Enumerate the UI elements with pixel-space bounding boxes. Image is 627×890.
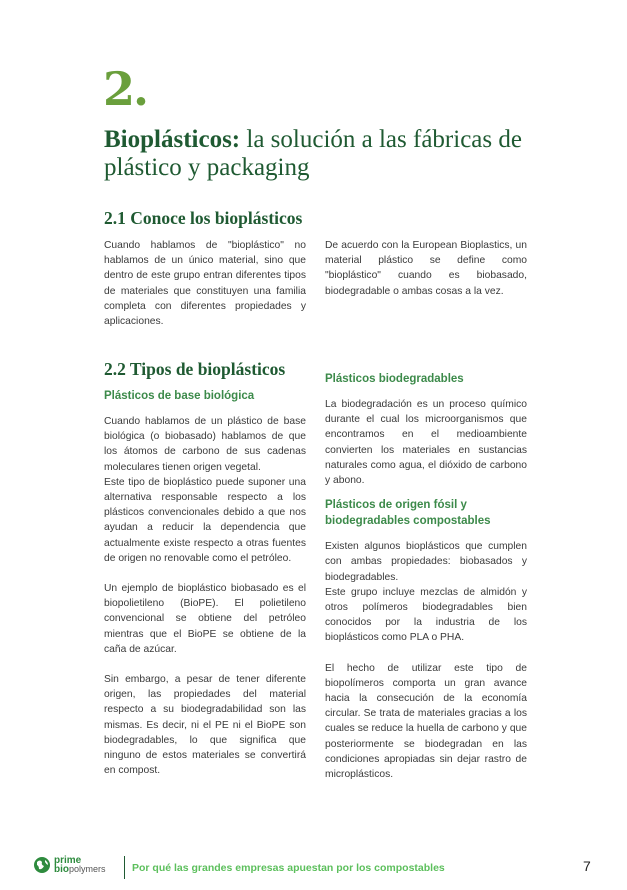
- footer-title: Por qué las grandes empresas apuestan por los compostables: [132, 862, 445, 874]
- globe-icon: [33, 856, 51, 874]
- chapter-number: 2.: [103, 62, 148, 116]
- paragraph: Existen algunos bioplásticos que cumplen con ambas propiedades: biobasados y biodegradables.: [325, 541, 527, 583]
- paragraph: Sin embargo, a pesar de tener diferente origen, las propiedades del material respecto a su biodegradabilidad son las mismas. Es decir, ni el PE ni el BioPE son biodegradables, lo que significa que ninguno de estos materiales se convertirá en compost.: [104, 674, 306, 777]
- paragraph: Cuando hablamos de un plástico de base biológica (o biobasado) hablamos de que los átomos de carbono de sus cadenas moleculares tienen origen vegetal.: [104, 416, 306, 473]
- section1-left-paragraph: Cuando hablamos de "bioplástico" no hablamos de un único material, sino que dentro de este grupo entran diferentes tipos de materiales que constituyen una familia completa con diferentes propiedades y aplicaciones.: [104, 240, 306, 328]
- section-heading-2-2: 2.2 Tipos de bioplásticos: [104, 359, 286, 379]
- title-bold: Bioplásticos:: [104, 126, 241, 153]
- page-title: [104, 126, 524, 182]
- footer-divider: [124, 856, 125, 879]
- section2-right-column: [325, 371, 527, 782]
- section-heading-2-1: 2.1 Conoce los bioplásticos: [104, 208, 303, 228]
- paragraph: El hecho de utilizar este tipo de biopolímeros comporta un gran avance hacia la consecución de la economía circular. Se trata de materiales gracias a los cuales se reduce la huella de carbono y que posteriormente se biodegradan en las condiciones apropiadas sin dejar rastro de microplásticos.: [325, 662, 527, 781]
- paragraph: La biodegradación es un proceso químico durante el cual los microorganismos que encontramos en el medioambiente convierten los materiales en sustancias naturales como agua, el dióxido de carbono y abono.: [325, 399, 527, 487]
- title-rest: la solución a las fábricas de plástico y packaging: [104, 126, 522, 181]
- paragraph: Este tipo de bioplástico puede suponer una alternativa responsable respecto a los plásticos convencionales debido a que nos ayudan a reducir la dependencia que actualmente existe respecto a otras fuentes de origen no renovable como el petróleo.: [104, 476, 306, 564]
- prime-biopolymers-logo: prime biopolymers: [33, 856, 106, 874]
- subheading-origen-fosil: Plásticos de origen fósil y biodegradables compostables: [325, 499, 491, 528]
- page-number: 7: [583, 858, 591, 874]
- section1-right-paragraph: De acuerdo con la European Bioplastics, un material plástico se define como "bioplástico" cuando es biobasado, biodegradable o ambas cosas a la vez.: [325, 240, 527, 297]
- subheading-base-biologica: Plásticos de base biológica: [104, 390, 255, 402]
- paragraph: Este grupo incluye mezclas de almidón y otros polímeros biodegradables bien conocidos por la industria de los bioplásticos como PLA o PHA.: [325, 586, 527, 644]
- paragraph: Un ejemplo de bioplástico biobasado es el biopolietileno (BioPE). El polietileno convencional se obtiene del petróleo mientras que el BioPE se obtiene de la caña de azúcar.: [104, 583, 306, 655]
- subheading-biodegradables: Plásticos biodegradables: [325, 373, 464, 385]
- section2-left-column: [104, 388, 306, 778]
